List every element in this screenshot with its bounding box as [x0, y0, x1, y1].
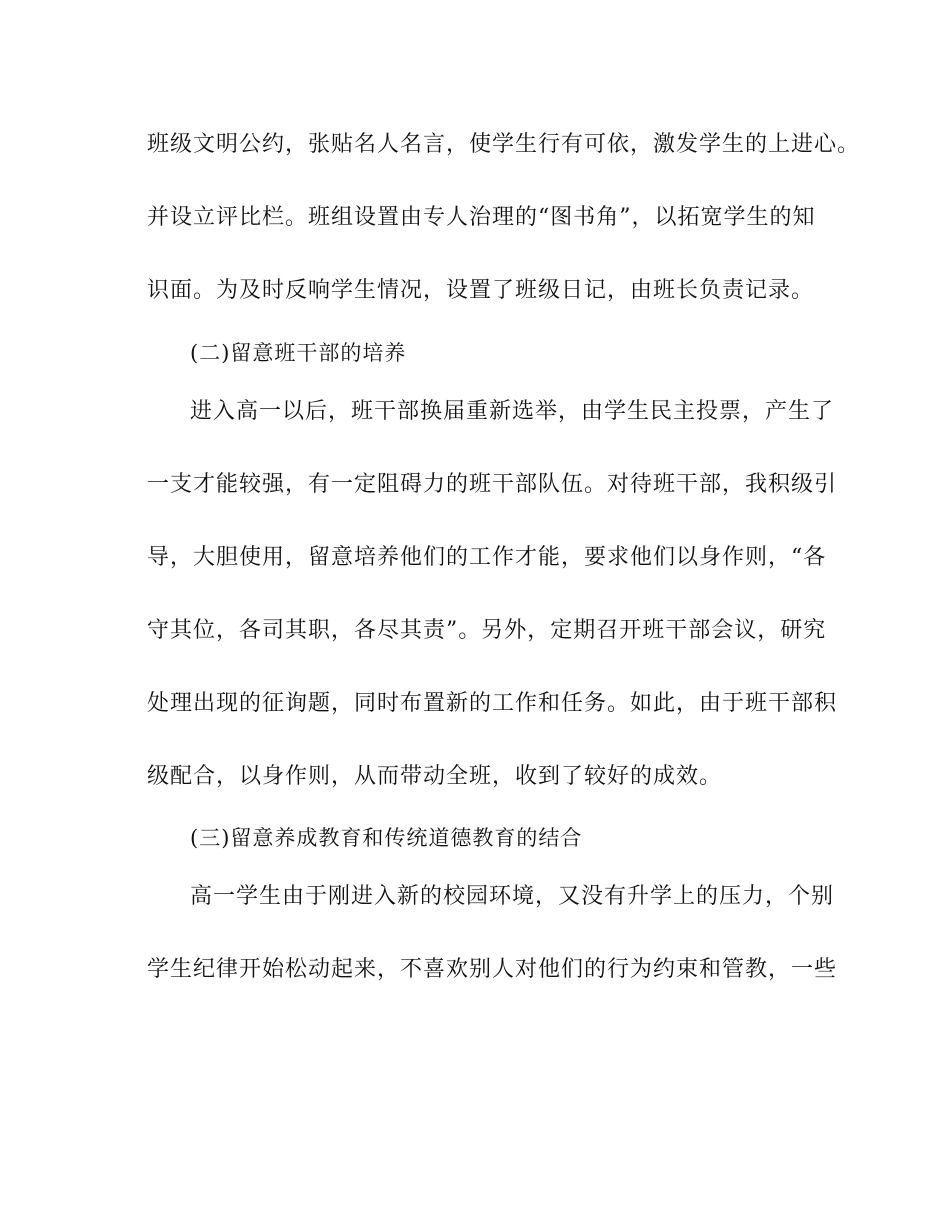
- section-heading: (二)留意班干部的培养: [190, 341, 407, 365]
- paragraph-line: 导，大胆使用，留意培养他们的工作才能，要求他们以身作则，“各: [147, 545, 827, 570]
- paragraph-line: 守其位，各司其职，各尽其责”。另外，定期召开班干部会议，研究: [147, 618, 827, 643]
- paragraph-line: 班级文明公约，张贴名人名言，使学生行有可依，激发学生的上进心。: [147, 132, 861, 157]
- section-heading: (三)留意养成教育和传统道德教育的结合: [190, 826, 583, 850]
- paragraph-line: 并设立评比栏。班组设置由专人治理的“图书角”，以拓宽学生的知: [147, 205, 816, 230]
- paragraph-line: 一支才能较强，有一定阻碍力的班干部队伍。对待班干部，我积级引: [147, 472, 838, 497]
- paragraph-line: 学生纪律开始松动起来，不喜欢别人对他们的行为约束和管教，一些: [147, 957, 838, 982]
- paragraph-line: 高一学生由于刚进入新的校园环境，又没有升学上的压力，个别: [190, 884, 835, 909]
- paragraph-line: 处理出现的征询题，同时布置新的工作和任务。如此，由于班干部积: [147, 691, 838, 716]
- paragraph-line: 级配合，以身作则，从而带动全班，收到了较好的成效。: [147, 764, 723, 789]
- paragraph-line: 识面。为及时反响学生情况，设置了班级日记，由班长负责记录。: [147, 278, 815, 303]
- paragraph-line: 进入高一以后，班干部换届重新选举，由学生民主投票，产生了: [190, 399, 835, 424]
